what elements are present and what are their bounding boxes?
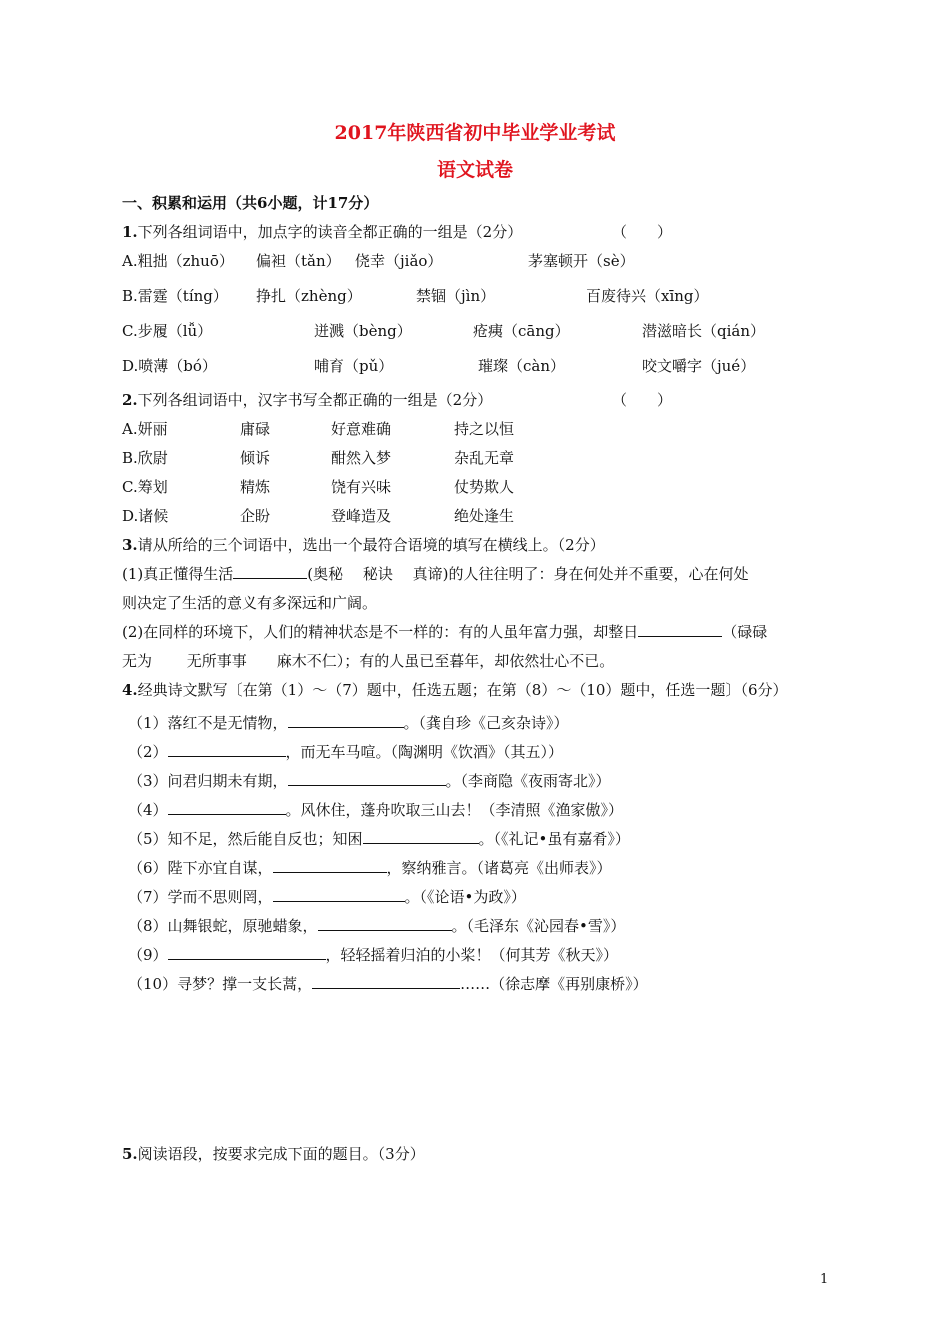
text-segment: 无为 无所事事 麻木不仁）；有的人虽已至暮年，却依然壮心不已。 [122, 652, 615, 670]
poem-line-2 [128, 741, 563, 762]
poem-line-5 [128, 828, 630, 849]
question-stem: 下列各组词语中，汉字书写全都正确的一组是（2分） [137, 391, 493, 409]
q2-option-a [122, 418, 168, 439]
text-segment: （2） [128, 743, 168, 761]
text-segment: (2)在同样的环境下，人们的精神状态是不一样的：有的人虽年富力强，却整日 [122, 623, 639, 641]
question-4 [122, 679, 787, 700]
option-label: A. [122, 420, 138, 438]
option-word: 好意难确 [331, 420, 392, 438]
fill-blank[interactable] [168, 742, 286, 757]
q2-option-d [122, 505, 168, 526]
text-segment: 经典诗文默写〔在第（1）～（7）题中， [137, 681, 412, 699]
text-segment: （9） [128, 946, 168, 964]
text-segment: 。风休住，蓬舟吹取三山去！（李清照《渔家傲》） [285, 801, 624, 819]
fill-blank[interactable] [288, 771, 446, 786]
q1-option-b [122, 285, 228, 306]
poem-line-9 [128, 944, 618, 965]
q3-part-1 [122, 563, 749, 584]
option-word: 酣然入梦 [331, 449, 392, 467]
fill-blank[interactable] [233, 564, 307, 579]
option-word: 粗拙（zhuō） [137, 252, 234, 270]
option-label: D. [122, 357, 139, 375]
option-word: 侥幸（jiǎo） [355, 252, 443, 270]
question-3 [122, 534, 605, 555]
fill-blank[interactable] [168, 800, 286, 815]
option-word: 咬文嚼字（jué） [642, 357, 756, 375]
option-word: 疮痍（cāng） [473, 322, 570, 340]
option-label: C. [122, 322, 138, 340]
option-word: 偏袒（tǎn） [256, 252, 341, 270]
text-segment: （1）落红不是无情物， [128, 714, 288, 732]
option-word: 企盼 [240, 507, 271, 525]
option-word: 雷霆（tíng） [137, 287, 228, 305]
q1-option-d [122, 355, 217, 376]
text-segment: （3）问君归期未有期， [128, 772, 288, 790]
option-word: 百废待兴（xīng） [586, 287, 709, 305]
poem-line-6 [128, 857, 612, 878]
option-word: 杂乱无章 [454, 449, 515, 467]
text-segment: ，察纳雅言。（诸葛亮《出师表》） [386, 859, 612, 877]
fill-blank[interactable] [312, 974, 460, 989]
fill-blank[interactable] [638, 622, 722, 637]
text-segment: （8）山舞银蛇，原驰蜡象， [128, 917, 318, 935]
option-label: B. [122, 449, 138, 467]
q2-option-c [122, 476, 168, 497]
q3-part-2 [122, 621, 767, 642]
question-stem: 请从所给的三个词语中，选出一个最符合语境的填写在横线上。（2分） [137, 536, 605, 554]
option-label: D. [122, 507, 139, 525]
option-word: 登峰造及 [331, 507, 392, 525]
emphasis-text: 任选五题 [411, 681, 472, 699]
text-segment: （5）知不足，然后能自反也；知困 [128, 830, 363, 848]
option-word: 诸候 [138, 507, 169, 525]
option-word: 妍丽 [137, 420, 168, 438]
option-word: 禁锢（jìn） [416, 287, 496, 305]
section-heading: 一、积累和运用（共6小题，计17分） [122, 194, 379, 212]
text-segment: 〕（6分） [725, 681, 788, 699]
option-word: 喷薄（bó） [138, 357, 217, 375]
text-segment: 。（李商隐《夜雨寄北》） [445, 772, 611, 790]
option-word: 璀璨（càn） [478, 357, 566, 375]
text-segment: ，而无车马喧。（陶渊明《饮酒》（其五）） [285, 743, 564, 761]
option-word: 精炼 [240, 478, 271, 496]
question-number: 1. [122, 223, 138, 241]
q2-option-b [122, 447, 168, 468]
option-word: 哺育（pǔ） [314, 357, 394, 375]
text-segment: （6）陛下亦宜自谋， [128, 859, 273, 877]
question-number: 4. [122, 681, 138, 699]
text-segment: 。（《礼记•虽有嘉肴》） [478, 830, 630, 848]
poem-line-4 [128, 799, 623, 820]
fill-blank[interactable] [318, 916, 452, 931]
question-number: 5. [122, 1145, 138, 1163]
text-segment: ，轻轻摇着归泊的小桨！（何其芳《秋天》） [325, 946, 619, 964]
fill-blank[interactable] [273, 887, 405, 902]
fill-blank[interactable] [288, 713, 404, 728]
emphasis-text: 任选一题 [665, 681, 726, 699]
text-segment: 。（《论语•为政》） [404, 888, 526, 906]
option-word: 茅塞顿开（sè） [528, 252, 635, 270]
text-segment: （7）学而不思则罔， [128, 888, 273, 906]
text-segment: （碌碌 [722, 623, 768, 641]
poem-line-7 [128, 886, 526, 907]
option-word: 迸溅（bèng） [314, 322, 412, 340]
option-word: 仗势欺人 [454, 478, 515, 496]
question-number: 3. [122, 536, 138, 554]
option-word: 挣扎（zhèng） [256, 287, 362, 305]
text-segment: ……（徐志摩《再别康桥》） [460, 975, 648, 993]
question-2 [122, 389, 492, 410]
text-segment: （10）寻梦？撑一支长蒿， [128, 975, 313, 993]
question-1 [122, 221, 522, 242]
option-word: 饶有兴味 [331, 478, 392, 496]
question-number: 2. [122, 391, 138, 409]
option-label: A. [122, 252, 138, 270]
text-segment: 。（毛泽东《沁园春•雪》） [451, 917, 626, 935]
poem-line-10 [128, 973, 648, 994]
option-word: 持之以恒 [454, 420, 515, 438]
question-stem: 阅读语段，按要求完成下面的题目。（3分） [137, 1145, 425, 1163]
option-word: 倾诉 [240, 449, 271, 467]
exam-title: 2017年陕西省初中毕业学业考试 [334, 122, 616, 144]
text-segment: (奥秘 秘诀 真谛)的人往往明了：身在何处并不重要，心在何处 [307, 565, 749, 583]
question-5 [122, 1143, 425, 1164]
text-segment: （4） [128, 801, 168, 819]
text-segment: ；在第（8）～（10）题中， [471, 681, 666, 699]
answer-paren: （ ） [612, 391, 673, 409]
option-word: 潜滋暗长（qián） [642, 322, 766, 340]
option-word: 筹划 [137, 478, 168, 496]
poem-line-3 [128, 770, 611, 791]
text-segment: (1)真正懂得生活 [122, 565, 234, 583]
fill-blank[interactable] [168, 945, 326, 960]
option-word: 绝处逢生 [454, 507, 515, 525]
page-number: 1 [820, 1272, 829, 1287]
text-segment: 。（龚自珍《己亥杂诗》） [403, 714, 569, 732]
option-label: B. [122, 287, 138, 305]
option-word: 庸碌 [240, 420, 271, 438]
option-word: 欣尉 [137, 449, 168, 467]
exam-subtitle: 语文试卷 [436, 159, 513, 181]
poem-line-1 [128, 712, 569, 733]
fill-blank[interactable] [363, 829, 479, 844]
q1-option-a [122, 250, 234, 271]
q1-option-c [122, 320, 212, 341]
option-label: C. [122, 478, 138, 496]
answer-paren: （ ） [612, 223, 673, 241]
poem-line-8 [128, 915, 625, 936]
option-word: 步履（lǚ） [137, 322, 213, 340]
text-segment: 则决定了生活的意义有多深远和广阔。 [122, 594, 378, 612]
fill-blank[interactable] [273, 858, 387, 873]
question-stem: 下列各组词语中，加点字的读音全都正确的一组是（2分） [137, 223, 523, 241]
